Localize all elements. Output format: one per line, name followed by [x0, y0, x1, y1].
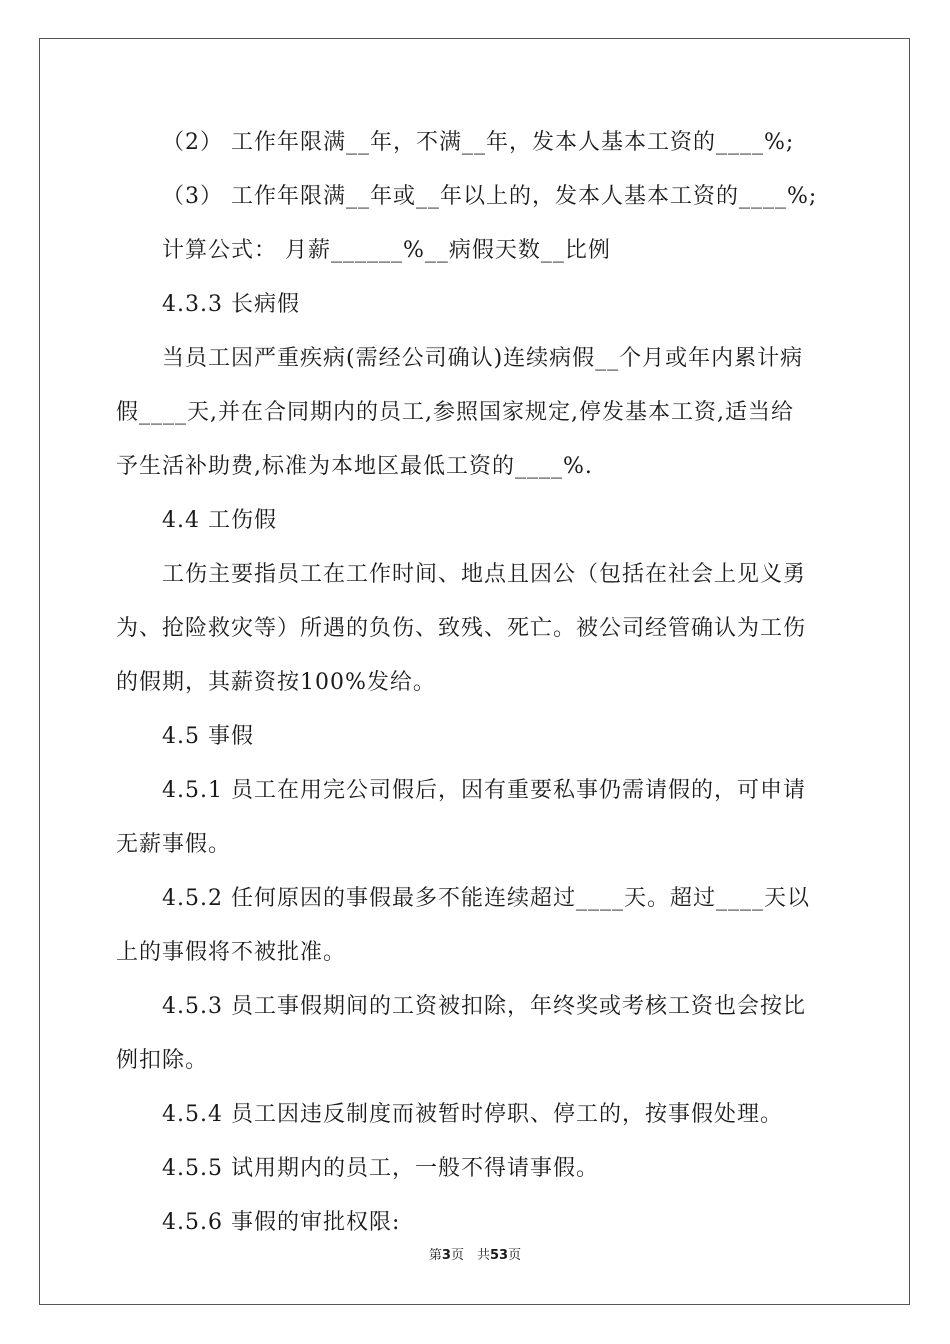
footer-prefix: 第 — [428, 1248, 442, 1263]
section-heading: 4.5 事假 — [162, 724, 254, 749]
section-heading: 4.3.3 长病假 — [162, 292, 300, 317]
footer-suffix: 页 — [508, 1248, 522, 1263]
paragraph-line: 4.5.6 事假的审批权限: — [162, 1210, 401, 1235]
paragraph-line: 4.5.2 任何原因的事假最多不能连续超过____天。超过____天以 — [162, 886, 810, 911]
paragraph-line: 4.5.1 员工在用完公司假后，因有重要私事仍需请假的，可申请 — [162, 778, 806, 803]
paragraph-line: 为、抢险救灾等）所遇的负伤、致残、死亡。被公司经管确认为工伤 — [116, 616, 807, 641]
paragraph-line: 4.5.3 员工事假期间的工资被扣除，年终奖或考核工资也会按比 — [162, 994, 806, 1019]
paragraph-line: 上的事假将不被批准。 — [116, 940, 347, 965]
paragraph-line: 4.5.4 员工因违反制度而被暂时停职、停工的，按事假处理。 — [162, 1102, 783, 1127]
paragraph-line: 例扣除。 — [116, 1048, 209, 1073]
paragraph-line: 4.5.5 试用期内的员工，一般不得请事假。 — [162, 1156, 599, 1181]
paragraph-line: 的假期，其薪资按100%发给。 — [116, 670, 436, 695]
paragraph-line: 计算公式： 月薪______%__病假天数__比例 — [162, 238, 611, 263]
paragraph-line: 予生活补助费,标准为本地区最低工资的____%. — [116, 454, 593, 479]
paragraph-line: 工伤主要指员工在工作时间、地点且因公（包括在社会上见义勇 — [162, 562, 807, 587]
paragraph-line: 无薪事假。 — [116, 832, 232, 857]
page-footer — [0, 1247, 950, 1265]
footer-mid: 页 共 — [450, 1248, 490, 1263]
current-page-number: 3 — [441, 1248, 451, 1263]
paragraph-line: （3） 工作年限满__年或__年以上的，发本人基本工资的____%; — [162, 184, 818, 209]
paragraph-line: 假____天,并在合同期内的员工,参照国家规定,停发基本工资,适当给 — [116, 400, 794, 425]
paragraph-line: 当员工因严重疾病(需经公司确认)连续病假__个月或年内累计病 — [162, 346, 804, 371]
section-heading: 4.4 工伤假 — [162, 508, 277, 533]
total-page-count: 53 — [489, 1248, 509, 1263]
paragraph-line: （2） 工作年限满__年，不满__年，发本人基本工资的____%; — [162, 130, 795, 155]
